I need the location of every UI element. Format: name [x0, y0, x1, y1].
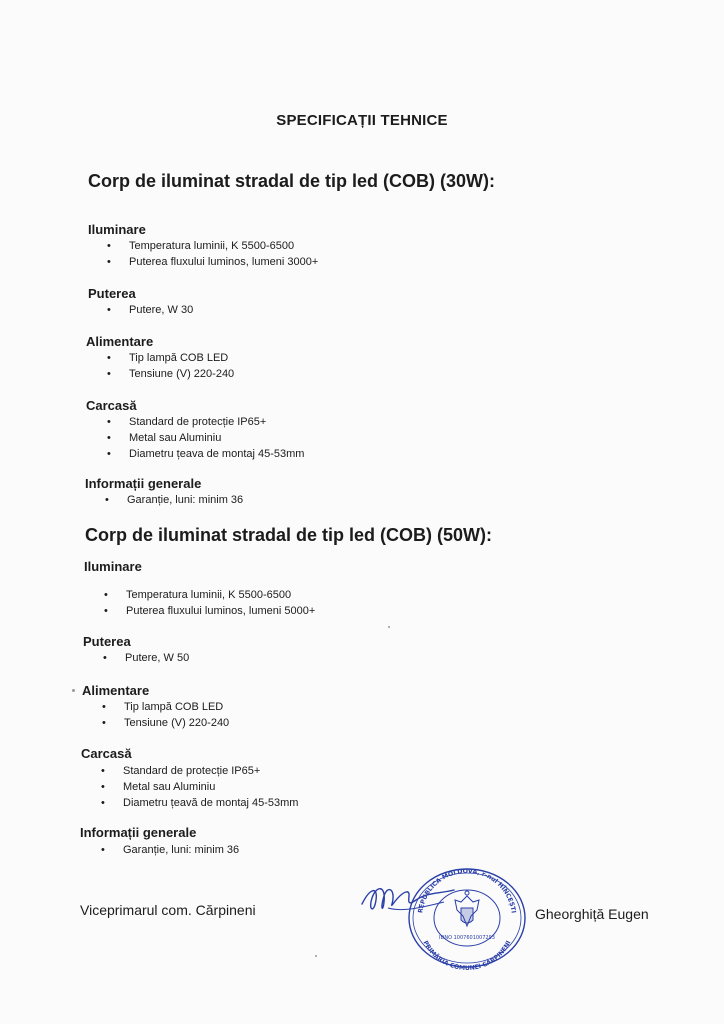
section-title-alimentare: Alimentare — [86, 334, 154, 349]
section-list-puterea — [107, 302, 193, 318]
stamp-idno: IDNO 1007601007293 — [439, 935, 495, 941]
scan-speck — [315, 955, 317, 957]
scan-speck — [72, 689, 75, 692]
list-item: • Standard de protecție IP65+ — [101, 763, 298, 779]
section-title-iluminare: Iluminare — [84, 559, 142, 574]
section-list-iluminare — [104, 587, 315, 619]
section-list-informatii — [101, 842, 239, 858]
document-title: SPECIFICAȚII TEHNICE — [276, 112, 448, 129]
list-item: • Tensiune (V) 220-240 — [107, 366, 234, 382]
handwritten-signature — [358, 880, 458, 920]
section-list-carcasa — [107, 414, 304, 462]
list-item: • Temperatura luminii, K 5500-6500 — [107, 238, 318, 254]
section-list-iluminare — [107, 238, 318, 270]
list-item: • Tip lampă COB LED — [107, 350, 234, 366]
list-item: • Diametru țeava de montaj 45-53mm — [107, 446, 304, 462]
product-title: Corp de iluminat stradal de tip led (COB) (30W): — [88, 171, 496, 191]
list-item: • Metal sau Aluminiu — [107, 430, 304, 446]
section-title-puterea: Puterea — [83, 634, 131, 649]
list-item: • Diametru țeavă de montaj 45-53mm — [101, 795, 298, 811]
list-item: • Temperatura luminii, K 5500-6500 — [104, 587, 315, 603]
signatory-name: Gheorghiță Eugen — [535, 906, 649, 922]
section-list-alimentare — [102, 699, 229, 731]
section-title-puterea: Puterea — [88, 286, 136, 301]
section-list-puterea — [103, 650, 189, 666]
section-list-informatii — [105, 492, 243, 508]
section-title-informatii: Informații generale — [80, 825, 197, 840]
section-title-informatii: Informații generale — [85, 476, 202, 491]
signatory-position: Viceprimarul com. Cărpineni — [80, 902, 256, 918]
section-title-iluminare: Iluminare — [88, 222, 146, 237]
product-title: Corp de iluminat stradal de tip led (COB) (50W): — [85, 525, 493, 545]
section-title-carcasa: Carcasă — [81, 746, 132, 761]
list-item: • Puterea fluxului luminos, lumeni 3000+ — [107, 254, 318, 270]
list-item: • Puterea fluxului luminos, lumeni 5000+ — [104, 603, 315, 619]
section-title-alimentare: Alimentare — [82, 683, 150, 698]
section-list-alimentare — [107, 350, 234, 382]
list-item: • Tip lampă COB LED — [102, 699, 229, 715]
scan-speck — [388, 626, 390, 628]
section-list-carcasa — [101, 763, 298, 811]
section-title-carcasa: Carcasă — [86, 398, 137, 413]
stamp-top-text: REPUBLICA MOLDOVA, r-nul HÎNCEȘTI — [417, 867, 517, 914]
list-item: • Standard de protecție IP65+ — [107, 414, 304, 430]
stamp-bottom-text: PRIMĂRIA COMUNEI CĂRPINENI — [421, 939, 513, 970]
list-item: • Garanție, luni: minim 36 — [101, 842, 239, 858]
list-item: • Tensiune (V) 220-240 — [102, 715, 229, 731]
svg-text:PRIMĂRIA COMUNEI CĂRPINENI — [422, 940, 513, 970]
list-item: • Putere, W 30 — [107, 302, 193, 318]
list-item: • Garanție, luni: minim 36 — [105, 492, 243, 508]
list-item: • Putere, W 50 — [103, 650, 189, 666]
list-item: • Metal sau Aluminiu — [101, 779, 298, 795]
